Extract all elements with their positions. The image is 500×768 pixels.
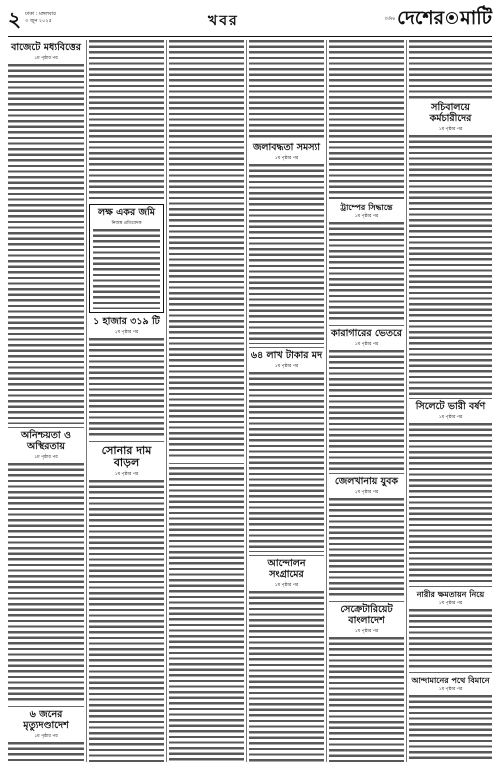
story-jelkhana bbox=[329, 477, 404, 598]
story-divider bbox=[89, 441, 164, 442]
column-rule bbox=[246, 40, 247, 762]
column-6 bbox=[409, 40, 492, 762]
newspaper-logo bbox=[385, 7, 492, 29]
byline: ১ম পৃষ্ঠার পর bbox=[354, 628, 379, 634]
column-5 bbox=[329, 40, 404, 762]
story-divider bbox=[329, 325, 404, 326]
column-3 bbox=[169, 40, 244, 762]
headline: ৬ জনের মৃত্যুদণ্ডাদেশ bbox=[23, 708, 69, 731]
story-divider bbox=[409, 398, 492, 399]
logo-seal-icon bbox=[446, 12, 458, 24]
headline: জলাবদ্ধতা সমস্যা bbox=[252, 142, 321, 153]
story-barsha bbox=[409, 402, 492, 583]
headline: অনিশ্চয়তা ও অস্থিরতায় bbox=[21, 429, 71, 452]
headline: নারীর ক্ষমতায়ন নিয়ে bbox=[416, 589, 485, 599]
story-body bbox=[329, 40, 404, 200]
column-1 bbox=[8, 40, 84, 762]
story-body bbox=[329, 637, 404, 762]
byline: ১ম পৃষ্ঠার পর bbox=[34, 55, 58, 61]
story-hazar bbox=[89, 317, 164, 438]
story-body bbox=[409, 423, 492, 583]
date-box bbox=[25, 8, 56, 25]
logo-text-part2: মাটি bbox=[460, 7, 492, 29]
story-divider bbox=[409, 586, 492, 587]
byline: ১ম পৃষ্ঠার পর bbox=[114, 329, 139, 335]
headline: বাজেটে মধ্যবিত্তের bbox=[11, 42, 81, 53]
story-body bbox=[89, 338, 164, 438]
story-sixty-lakh bbox=[249, 351, 324, 552]
callout-box bbox=[89, 204, 164, 313]
story-karagar bbox=[329, 329, 404, 470]
story-body bbox=[409, 609, 492, 669]
page-info bbox=[8, 8, 56, 30]
headline: আন্দামানের পথে বিমানে bbox=[411, 675, 490, 685]
story-body bbox=[249, 591, 324, 762]
logo-text-part1: দেশের bbox=[397, 7, 445, 29]
byline: ১ম পৃষ্ঠার পর bbox=[438, 600, 463, 606]
callout-byline: নিজস্ব প্রতিবেদক bbox=[111, 220, 142, 226]
headline: ৬৪ লাখ টাকার মদ bbox=[250, 349, 323, 361]
masthead bbox=[8, 6, 492, 37]
headline: জেলখানায় যুবক bbox=[334, 476, 399, 488]
story-sonar-dam bbox=[89, 445, 164, 762]
story-six-dead bbox=[8, 710, 84, 762]
story-body bbox=[409, 695, 492, 762]
story-trump bbox=[329, 203, 404, 322]
byline: ১ম পৃষ্ঠার পর bbox=[274, 155, 299, 161]
column-rule bbox=[86, 40, 87, 762]
byline: ১ম পৃষ্ঠার পর bbox=[438, 414, 463, 420]
story-divider bbox=[169, 463, 244, 464]
headline: সেক্রেটারিয়েট বাংলাদেশ bbox=[340, 604, 393, 626]
story-body bbox=[89, 40, 164, 200]
story-divider bbox=[329, 601, 404, 602]
headline: ট্রাম্পের সিদ্ধান্তে bbox=[340, 203, 393, 212]
story-body bbox=[409, 40, 492, 100]
logo-daily-label: দৈনিক bbox=[385, 15, 396, 21]
story-body bbox=[409, 135, 492, 395]
story-body bbox=[169, 40, 244, 460]
story-body bbox=[249, 164, 324, 344]
byline: ১ম পৃষ্ঠার পর bbox=[34, 733, 58, 739]
page-number: ২ bbox=[8, 7, 22, 31]
byline: ১ম পৃষ্ঠার পর bbox=[274, 363, 299, 369]
column-2 bbox=[89, 40, 164, 762]
story-divider bbox=[409, 672, 492, 673]
story-body bbox=[89, 480, 164, 762]
headline: সিলেটে ভারী বর্ষণ bbox=[415, 400, 486, 412]
callout-headline: লক্ষ একর জমি bbox=[98, 207, 155, 218]
byline: ১ম পৃষ্ঠার পর bbox=[438, 126, 463, 132]
column-rule bbox=[406, 40, 407, 762]
story-body bbox=[329, 222, 404, 322]
byline: ১ম পৃষ্ঠার পর bbox=[354, 342, 379, 348]
story-jolabadhi bbox=[249, 143, 324, 344]
story-budget bbox=[8, 43, 84, 424]
story-secretariat bbox=[329, 605, 404, 762]
date-line-2: ৩ জুন ২০২৫ bbox=[25, 18, 52, 24]
headline: সোনার দাম বাড়ল bbox=[101, 443, 152, 470]
story-body bbox=[249, 40, 324, 140]
story-divider bbox=[8, 427, 84, 428]
story-divider bbox=[249, 347, 324, 348]
byline: ১ম পৃষ্ঠার পর bbox=[438, 687, 463, 693]
story-andolon bbox=[249, 559, 324, 762]
headline: ১ হাজার ৩১৯ টি bbox=[93, 315, 160, 327]
column-rule bbox=[166, 40, 167, 762]
story-divider bbox=[249, 555, 324, 556]
byline: ১ম পৃষ্ঠার পর bbox=[34, 454, 58, 460]
story-body bbox=[249, 372, 324, 552]
story-shantrash bbox=[409, 590, 492, 669]
byline: ১ম পৃষ্ঠার পর bbox=[114, 472, 139, 478]
story-body bbox=[8, 463, 84, 703]
headline: কারাগারের ভেতরে bbox=[330, 328, 403, 340]
byline: ১ম পৃষ্ঠার পর bbox=[354, 214, 379, 220]
callout-body bbox=[93, 229, 160, 309]
story-body bbox=[8, 742, 84, 762]
date-line-1: ঢাকা : মঙ্গলবার bbox=[25, 11, 56, 17]
story-divider bbox=[8, 706, 84, 707]
byline: ১ম পৃষ্ঠার পর bbox=[274, 582, 299, 588]
headline: আন্দোলন সংগ্রামের bbox=[267, 557, 306, 580]
story-shachibaloy bbox=[409, 103, 492, 395]
story-andaman bbox=[409, 676, 492, 762]
story-body bbox=[329, 350, 404, 470]
section-title: খবর bbox=[208, 13, 239, 29]
column-rule bbox=[326, 40, 327, 762]
story-body bbox=[169, 467, 244, 762]
column-4 bbox=[249, 40, 324, 762]
byline: ১ম পৃষ্ঠার পর bbox=[354, 490, 379, 496]
headline: সচিবালয়ে কর্মচারীদের bbox=[429, 102, 472, 124]
story-body bbox=[329, 498, 404, 598]
story-body bbox=[8, 64, 84, 424]
story-divider bbox=[329, 473, 404, 474]
story-anishchayata bbox=[8, 431, 84, 703]
